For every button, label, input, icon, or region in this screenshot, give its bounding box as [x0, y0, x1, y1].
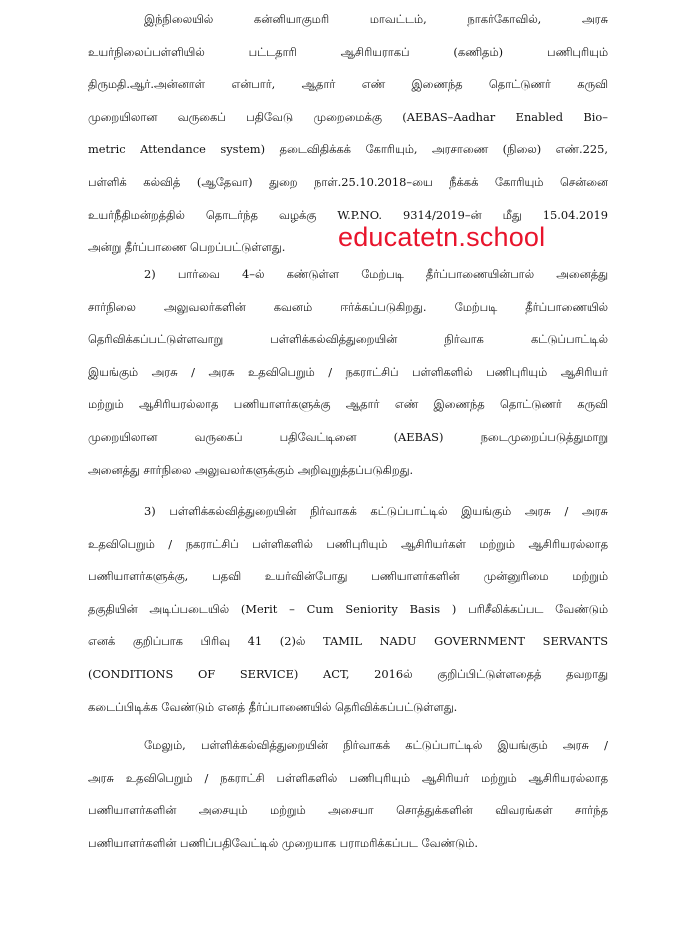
- paragraph-line: பணியாளர்களின் பணிப்பதிவேட்டில் முறையாக பராமரிக்கப்பட வேண்டும்.: [88, 835, 478, 850]
- paragraph-2: [88, 258, 608, 486]
- paragraph-line: இயங்கும் அரசு / அரசு உதவிபெறும் / நகராட்சிப் பள்ளிகளில் பணிபுரியும் ஆசிரியர்: [88, 364, 608, 379]
- paragraph-line: திருமதி.ஆர்.அன்னாள் என்பார், ஆதார் எண் இணைந்த தொட்டுணர் கருவி: [88, 77, 608, 92]
- paragraph-line: சார்நிலை அலுவலர்களின் கவனம் ஈர்க்கப்படுகிறது. மேற்படி தீர்ப்பாணையில்: [88, 299, 608, 314]
- paragraph-4: [88, 729, 608, 859]
- paragraph-line: முறையிலான வருகைப் பதிவேடு முறைமைக்கு (AEBAS–Aadhar Enabled Bio–: [88, 109, 608, 124]
- paragraph-line: metric Attendance system) தடைவிதிக்கக் கோரியும், அரசாணை (நிலை) எண்.225,: [88, 142, 608, 157]
- paragraph-line: பணியாளர்களுக்கு, பதவி உயர்வின்போது பணியாளர்களின் முன்னுரிமை மற்றும்: [88, 569, 608, 584]
- paragraph-line: பள்ளிக் கல்வித் (ஆதேவா) துறை நாள்.25.10.2018–யை நீக்கக் கோரியும் சென்னை: [88, 174, 608, 189]
- watermark-text: educatetn.school: [338, 222, 546, 252]
- paragraph-line: இந்நிலையில் கன்னியாகுமரி மாவட்டம், நாகர்கோவில், அரசு: [144, 12, 608, 26]
- paragraph-line: கடைப்பிடிக்க வேண்டும் எனத் தீர்ப்பாணையில் தெரிவிக்கப்பட்டுள்ளது.: [88, 699, 458, 714]
- paragraph-line: (CONDITIONS OF SERVICE) ACT, 2016ல் குறிப்பிட்டுள்ளதைத் தவறாது: [88, 666, 608, 681]
- paragraph-3: [88, 495, 608, 723]
- paragraph-line: அன்று தீர்ப்பாணை பெறப்பட்டுள்ளது.: [88, 240, 286, 255]
- paragraph-line: எனக் குறிப்பாக பிரிவு 41 (2)ல் TAMIL NADU GOVERNMENT SERVANTS: [88, 634, 608, 649]
- paragraph-line: உதவிபெறும் / நகராட்சிப் பள்ளிகளில் பணிபுரியும் ஆசிரியர்கள் மற்றும் ஆசிரியரல்லாத: [88, 536, 608, 551]
- paragraph-line: அரசு உதவிபெறும் / நகராட்சி பள்ளிகளில் பணிபுரியும் ஆசிரியர் மற்றும் ஆசிரியரல்லாத: [88, 770, 608, 785]
- paragraph-line: உயர்நீதிமன்றத்தில் தொடர்ந்த வழக்கு W.P.NO. 9314/2019–ன் மீது 15.04.2019: [88, 207, 608, 222]
- paragraph-line: அனைத்து சார்நிலை அலுவலர்களுக்கும் அறிவுறுத்தப்படுகிறது.: [88, 462, 414, 477]
- paragraph-line: முறையிலான வருகைப் பதிவேட்டினை (AEBAS) நடைமுறைப்படுத்துமாறு: [88, 429, 608, 444]
- paragraph-line: மற்றும் ஆசிரியரல்லாத பணியாளர்களுக்கு ஆதார் எண் இணைந்த தொட்டுணர் கருவி: [88, 397, 608, 412]
- paragraph-line: 2) பார்வை 4–ல் கண்டுள்ள மேற்படி தீர்ப்பாணையின்பால் அனைத்து: [144, 267, 608, 281]
- paragraph-line: தெரிவிக்கப்பட்டுள்ளவாறு பள்ளிக்கல்வித்துறையின் நிர்வாக கட்டுப்பாட்டில்: [88, 332, 608, 347]
- paragraph-line: உயர்நிலைப்பள்ளியில் பட்டதாரி ஆசிரியராகப் (கணிதம்) பணிபுரியும்: [88, 44, 608, 59]
- paragraph-line: மேலும், பள்ளிக்கல்வித்துறையின் நிர்வாகக் கட்டுப்பாட்டில் இயங்கும் அரசு /: [144, 738, 608, 752]
- paragraph-line: தகுதியின் அடிப்படையில் (Merit – Cum Seniority Basis ) பரிசீலிக்கப்பட வேண்டும்: [88, 601, 608, 616]
- paragraph-line: பணியாளர்களின் அசையும் மற்றும் அசையா சொத்துக்களின் விவரங்கள் சார்ந்த: [88, 803, 608, 818]
- paragraph-line: 3) பள்ளிக்கல்வித்துறையின் நிர்வாகக் கட்டுப்பாட்டில் இயங்கும் அரசு / அரசு: [144, 504, 608, 518]
